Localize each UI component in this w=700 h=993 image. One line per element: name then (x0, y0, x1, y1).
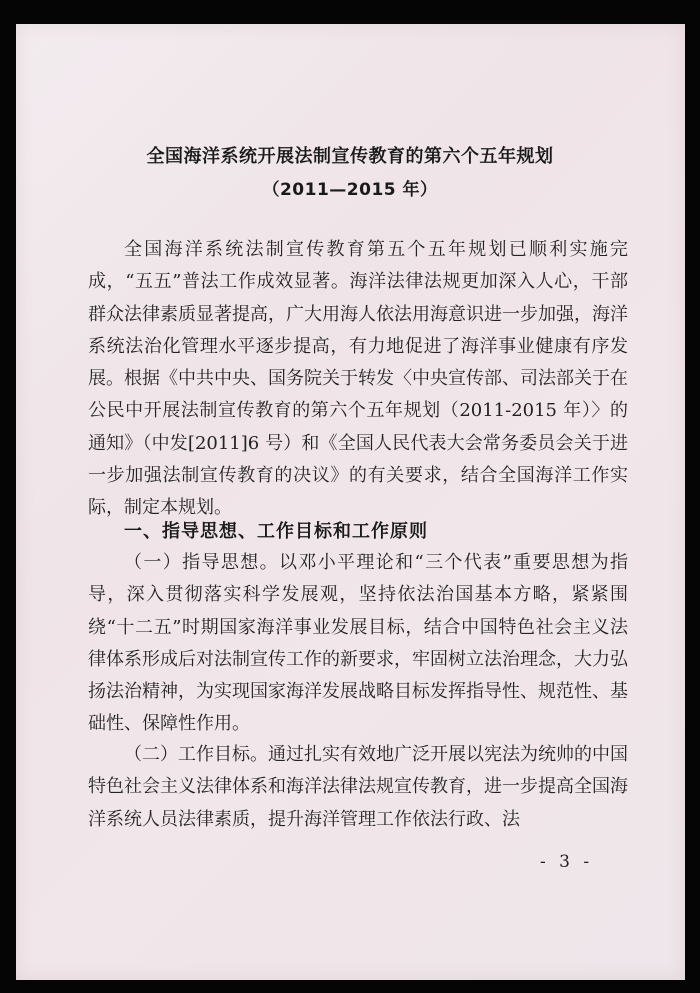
page-number: - 3 - (540, 852, 594, 872)
paragraph-guiding-ideology: （一）指导思想。以邓小平理论和“三个代表”重要思想为指导，深入贯彻落实科学发展观，坚持依法治国基本方略，紧紧围绕“十二五”时期国家海洋事业发展目标，结合中国特色社会主义法律体系形成后对法制宣传工作的新要求，牢固树立法治理念，大力弘扬法治精神，为实现国家海洋发展战略目标发挥指导性、规范性、基础性、保障性作用。 (88, 552, 628, 735)
paragraph-intro: 全国海洋系统法制宣传教育第五个五年规划已顺利实施完成，“五五”普法工作成效显著。海洋法律法规更加深入人心，干部群众法律素质显著提高，广大用海人依法用海意识进一步加强，海洋系统法治化管理水平逐步提高，有力地促进了海洋事业健康有序发展。根据《中共中央、国务院关于转发〈中央宣传部、司法部关于在公民中开展法制宣传教育的第六个五年规划（2011-2015 年）〉的通知》（中发[2011]6 号）和《全国人民代表大会常务委员会关于进一步加强法制宣传教育的决议》的有关要求，结合全国海洋工作实际，制定本规划。 (88, 239, 628, 519)
document-subtitle: （2011—2015 年） (262, 180, 438, 200)
paragraph-work-goals: （二）工作目标。通过扎实有效地广泛开展以宪法为统帅的中国特色社会主义法律体系和海洋法律法规宣传教育，进一步提高全国海洋系统人员法律素质，提升海洋管理工作依法行政、法 (88, 744, 628, 830)
document-title: 全国海洋系统开展法制宣传教育的第六个五年规划 (146, 146, 554, 167)
section-heading: 一、指导思想、工作目标和工作原则 (124, 521, 428, 542)
